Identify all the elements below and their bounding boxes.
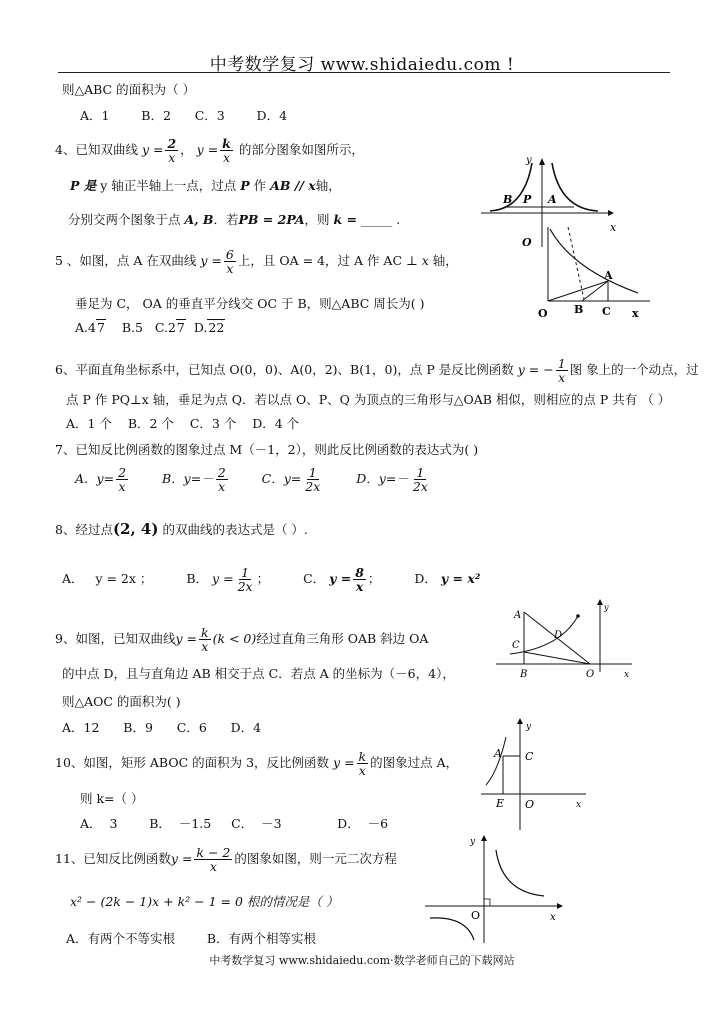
q5-options: A.47 B.5 C.27 D.22	[75, 320, 225, 335]
q10-options: A． 3 B． －1.5 C． －3 D． －6	[80, 816, 389, 831]
q9-line2: 的中点 D，且与直角边 AB 相交于点 C．若点 A 的坐标为（－6，4），	[62, 666, 455, 681]
q6-line2: 点 P 作 PQ⊥x 轴，垂足为点 Q．若以点 O、P、Q 为顶点的三角形与△OAB 相似，则相应的点 P 共有 （ ）	[66, 392, 671, 407]
q9-options: A．12 B．9 C．6 D．4	[62, 720, 262, 735]
q5-figure	[528, 225, 663, 325]
svg-text:x: x	[610, 221, 616, 234]
q4-label: 4、已知双曲线	[55, 142, 138, 158]
svg-text:B: B	[520, 669, 528, 680]
svg-text:O: O	[525, 798, 535, 811]
svg-text:E: E	[496, 797, 505, 810]
svg-text:x: x	[550, 912, 556, 923]
svg-text:A: A	[494, 747, 502, 760]
q9-line1: 9、如图，已知双曲线y = $\frac{k}{x}$ (k < 0)经过直角三角形 OAB 斜边 OA	[55, 625, 429, 655]
svg-text:A: A	[604, 269, 613, 282]
svg-text:D: D	[554, 630, 563, 641]
q5-line1: 5 、如图，点 A 在双曲线 y = $\frac{6}{x}$ 上，且 OA = 4，过 A 作 AC ⊥ x 轴，	[55, 247, 458, 277]
q4-frac2: $\frac{k}{x}$	[222, 136, 231, 166]
svg-text:C: C	[525, 750, 534, 763]
svg-text:P: P	[523, 193, 532, 206]
svg-text:A: A	[548, 193, 557, 206]
svg-text:O: O	[538, 307, 548, 320]
q9-figure	[490, 598, 640, 683]
q11-figure	[420, 830, 570, 945]
q6-options: A．1 个 B．2 个 C．3 个 D．4 个	[66, 416, 300, 431]
q11-equation: x² − (2k − 1)x + k² − 1 = 0 根的情况是（ ）	[70, 894, 339, 909]
page-footer: 中考数学复习 www.shidaiedu.com·数学老师自己的下载网站	[209, 954, 515, 967]
prev-question-stem: 则△ABC 的面积为（ ）	[62, 82, 196, 97]
svg-text:y: y	[526, 155, 532, 166]
svg-text:C: C	[512, 640, 520, 651]
svg-text:C: C	[602, 305, 611, 318]
q4-line2: P 是 y 轴正半轴上一点，过点 P 作 AB // x轴，	[70, 178, 341, 193]
prev-question-options: A．1 B．2 C．3 D．4	[80, 108, 288, 123]
q7-line1: 7、已知反比例函数的图象过点 M（－1，2），则此反比例函数的表达式为( )	[55, 442, 479, 457]
q4-frac1: $\frac{2}{x}$	[167, 136, 177, 166]
svg-text:O: O	[586, 669, 595, 680]
q8-options: A． y = 2x ； B． y = $\frac{1}{2x}$ ； C． y = $\frac{8}{x}$ ； D． y = x²	[62, 565, 481, 595]
q6-line1: 6、平面直角坐标系中，已知点 O(0，0)、A(0，2)、B(1，0)，点 P 是反比例函数 y = − $\frac{1}{x}$ 图 象上的一个动点，过	[55, 356, 699, 386]
q7-options: A．y= $\frac{2}{x}$ B．y=－ $\frac{2}{x}$ C．y= $\frac{1}{2x}$ D．y=－ $\frac{1}{2x}$	[75, 465, 428, 495]
q10-line1: 10、如图，矩形 ABOC 的面积为 3，反比例函数 y = $\frac{k}{x}$ 的图象过点 A，	[55, 749, 459, 779]
q9-line3: 则△AOC 的面积为( )	[62, 694, 181, 709]
q4-line3: 分别交两个图象于点 A, B．若PB = 2PA，则 k = _____ .	[68, 212, 401, 227]
q5-line2: 垂足为 C， OA 的垂直平分线交 OC 于 B，则△ABC 周长为( )	[75, 296, 425, 311]
q8-line1: 8、经过点(2, 4) 的双曲线的表达式是（ ）.	[55, 520, 308, 538]
svg-text:y: y	[470, 837, 476, 847]
svg-text:B: B	[503, 193, 513, 206]
q4-line1: 4、已知双曲线 y = $\frac{2}{x}$ ， y = $\frac{k}{x}$ 的部分图象如图所示，	[55, 136, 364, 166]
svg-text:B: B	[574, 303, 584, 316]
svg-text:A: A	[514, 610, 522, 621]
q11-line1: 11、已知反比例函数y = $\frac{k - 2}{x}$ 的图象如图，则一元二次方程	[55, 845, 397, 875]
q10-figure	[476, 715, 596, 835]
svg-text:y: y	[604, 603, 609, 612]
q6-frac: $\frac{1}{x}$	[557, 356, 566, 386]
page-header: 中考数学复习 www.shidaiedu.com !	[209, 55, 515, 75]
svg-text:x: x	[576, 800, 582, 810]
svg-text:y: y	[526, 722, 532, 732]
header-rule	[58, 72, 670, 73]
svg-text:x: x	[632, 307, 639, 320]
q5-frac: $\frac{6}{x}$	[225, 247, 234, 277]
svg-text:x: x	[624, 670, 630, 680]
svg-text:O: O	[522, 236, 532, 249]
q10-line2: 则 k=（ ）	[80, 791, 144, 806]
q11-options: A．有两个不等实根 B．有两个相等实根	[66, 931, 317, 946]
svg-text:O: O	[471, 909, 481, 922]
